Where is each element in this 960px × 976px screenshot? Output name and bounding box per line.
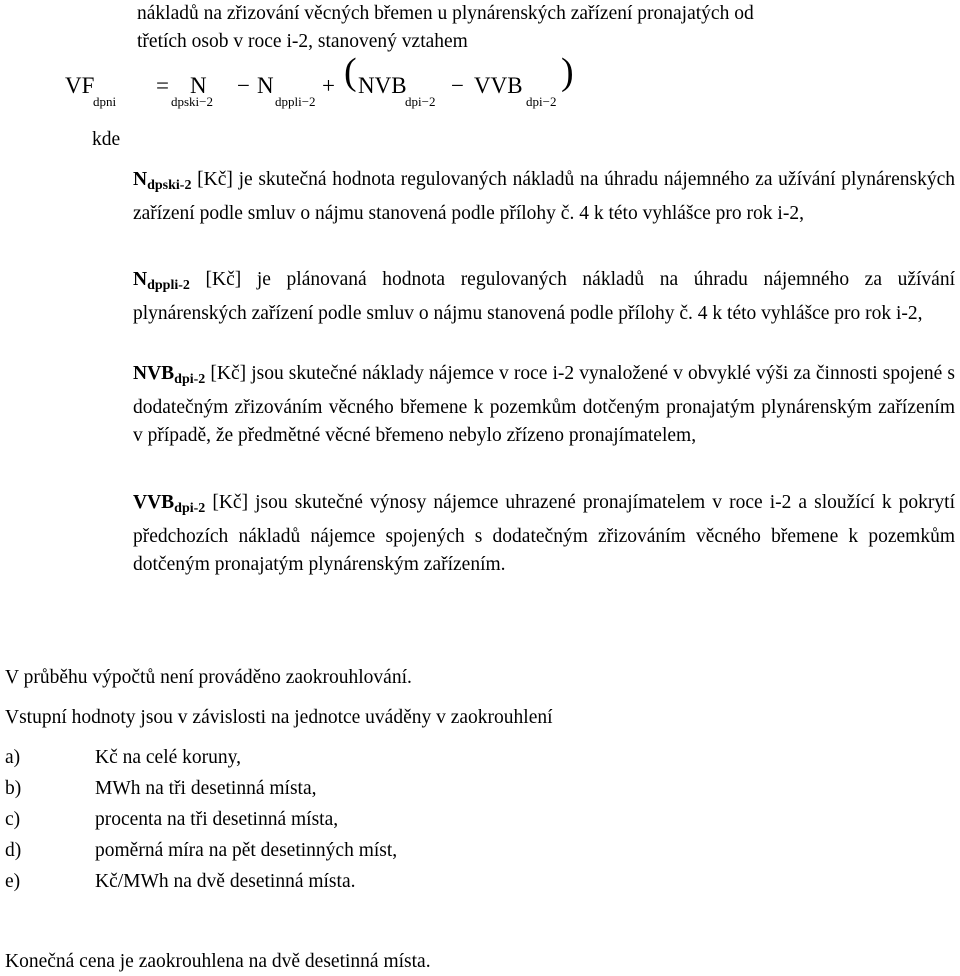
definition-text: [Kč] je skutečná hodnota regulovaných nákladů na úhradu nájemného za užívání plynárenských zařízení podle smluv o nájmu stanovená podle přílohy č. 4 k této vyhlášce pro rok i-2, [133, 169, 955, 224]
formula-vf: VF [65, 73, 95, 98]
definition-subscript: dpski-2 [147, 178, 192, 193]
list-item-text: MWh na tři desetinná místa, [95, 778, 317, 799]
formula-equals: = [156, 73, 169, 98]
formula-close-paren: ) [561, 51, 574, 93]
formula-n2: N [257, 73, 274, 98]
formula-nvb: NVB [358, 73, 407, 98]
definition-ndpski [133, 166, 955, 228]
definition-subscript: dpi-2 [174, 372, 206, 387]
definition-vvb [133, 489, 955, 579]
list-item-text: procenta na tři desetinná místa, [95, 809, 339, 830]
intro-line-1: nákladů na zřizování věcných břemen u plynárenských zařízení pronajatých od [137, 3, 754, 24]
formula-open-paren: ( [344, 51, 357, 93]
formula-vf-sub: dpni [93, 94, 117, 109]
definition-text: [Kč] jsou skutečné náklady nájemce v roce i-2 vynaložené v obvyklé výši za činnosti spojené s dodatečným zřizováním věcného břemene k pozemkům dotčeným pronajatým plynárenským zařízením v případě, že předmětné věcné břemeno nebylo zřízeno pronajímatelem, [133, 363, 955, 446]
formula-vvb-sub: dpi−2 [526, 94, 557, 109]
definition-symbol: N [133, 269, 148, 290]
list-item-text: Kč na celé koruny, [95, 747, 242, 768]
formula-n1-sub: dpski−2 [171, 94, 214, 109]
list-item-text: Kč/MWh na dvě desetinná místa. [95, 871, 356, 892]
definition-symbol: VVB [133, 492, 175, 513]
formula-plus: + [322, 73, 335, 98]
rounding-intro: Vstupní hodnoty jsou v závislosti na jednotce uváděny v zaokrouhlení [5, 707, 553, 728]
no-rounding-note: V průběhu výpočtů není prováděno zaokrouhlování. [5, 667, 412, 688]
formula-minus-2: − [451, 73, 464, 98]
list-item-label: c) [5, 809, 21, 830]
kde-label: kde [92, 129, 121, 150]
intro-line-2: třetích osob v roce i-2, stanovený vztahem [137, 31, 468, 52]
definition-symbol: NVB [133, 363, 175, 384]
definition-subscript: dppli-2 [147, 278, 190, 293]
formula-n2-sub: dppli−2 [275, 94, 316, 109]
final-price-note: Konečná cena je zaokrouhlena na dvě desetinná místa. [5, 951, 431, 972]
definition-subscript: dpi-2 [174, 501, 206, 516]
formula-nvb-sub: dpi−2 [405, 94, 436, 109]
list-item-label: e) [5, 871, 21, 892]
formula-minus-1: − [237, 73, 250, 98]
definition-nvb [133, 360, 955, 450]
definition-symbol: N [133, 169, 148, 190]
formula-n1: N [190, 73, 207, 98]
list-item-label: a) [5, 747, 21, 768]
list-item-text: poměrná míra na pět desetinných míst, [95, 840, 398, 861]
list-item-label: d) [5, 840, 22, 861]
list-item-label: b) [5, 778, 22, 799]
definition-text: [Kč] je plánovaná hodnota regulovaných nákladů na úhradu nájemného za užívání plynárenských zařízení podle smluv o nájmu stanovená podle přílohy č. 4 k této vyhlášce pro rok i-2, [133, 269, 955, 324]
definition-ndppli [133, 266, 955, 328]
formula-vvb: VVB [474, 73, 523, 98]
definition-text: [Kč] jsou skutečné výnosy nájemce uhrazené pronajímatelem v roce i-2 a sloužící k pokrytí předchozích nákladů nájemce spojených s dodatečným zřizováním věcného břemene k pozemkům dotčeným pronajatým plynárenským zařízením. [133, 492, 955, 575]
